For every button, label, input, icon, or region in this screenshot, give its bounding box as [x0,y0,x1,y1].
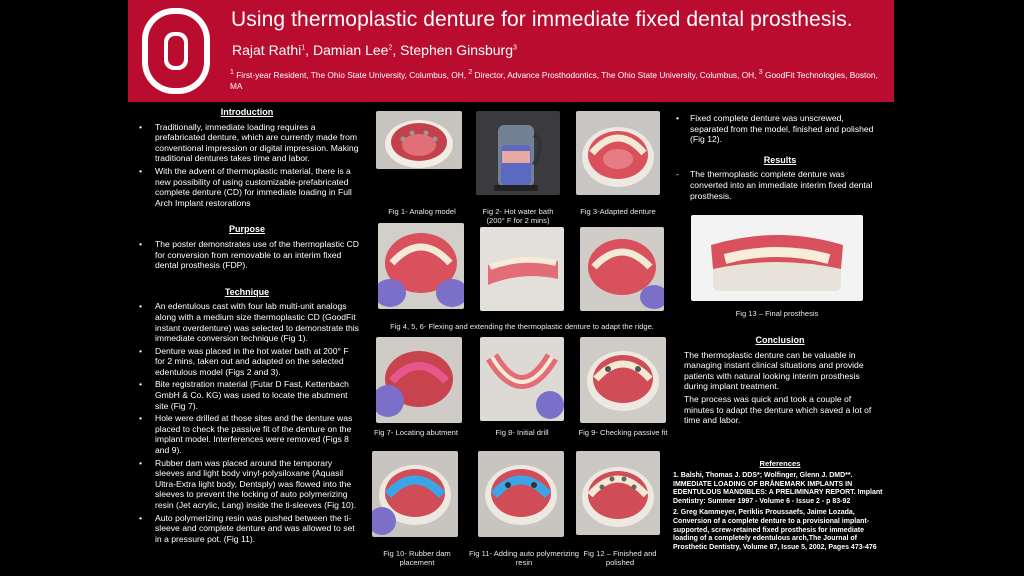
fig7-caption: Fig 7- Locating abutment [373,428,458,437]
bullet-item: • Fixed complete denture was unscrewed, separated from the model, finished and polished (Fig 12). [676,113,874,145]
bullet-item: • Bite registration material (Futar D Fast, Kettenbach GmbH & Co. KG) was used to locate the abutment site (Fig 7). [139,379,349,411]
poster-title: Using thermoplastic denture for immediate fixed dental prosthesis. [231,8,853,31]
fig1-analog-model-photo [376,111,462,169]
fig3-caption: Fig 3-Adapted denture [580,207,656,216]
fig12-finished-photo [576,451,660,535]
ohio-state-logo [142,8,210,94]
fig5-extending-photo [480,227,564,311]
bullet-item: - The thermoplastic complete denture was converted into an immediate interim fixed dental prosthesis. [676,169,873,201]
bullet-item: • Hole were drilled at those sites and the denture was placed to check the passive fit of the denture on the implant model. Interferences were removed (Figs 8 and 9). [139,413,353,456]
fig9-caption: Fig 9- Checking passive fit [578,428,668,437]
fig7-locating-abutment-photo [376,337,462,423]
fig4-flexing-photo [378,223,464,309]
fig6-adapting-photo [580,227,664,311]
section-title-technique: Technique [224,286,270,297]
fig8-caption: Fig 8- Initial drill [495,428,549,437]
fig2-water-bath-photo [476,111,560,195]
author-list: Rajat Rathi$^1$, Damian Lee$^2$, Stephen Ginsburg$^3$ [232,42,517,58]
bullet-item: • Traditionally, immediate loading requires a prefabricated denture, which are currently made from conventional impression or digital impression. Making traditional dentures takes time and labor. [139,121,359,164]
references-section [673,460,887,555]
bullet-item: • Denture was placed in the hot water bath at 200° F for 2 mins, taken out and adapted on the selected edentulous model (Figs 2 and 3). [139,345,349,377]
fig3-adapted-denture-photo [576,111,660,195]
reference-item: 2. Greg Kammeyer, Periklis Proussaefs, Jaime Lozada, Conversion of a complete denture to a provisional implant-supported, screw-retained fixed prosthesis for immediate loading of a completely edentulous arch,The Journal of Prosthetic Dentistry, Volume 87, Issue 5, 2002, Pages 473-476 [673,508,877,552]
fig4-6-caption: Fig 4, 5, 6- Flexing and extending the thermoplastic denture to adapt the ridge. [390,322,654,331]
bullet-item: • Auto polymerizing resin was pushed between the ti-sleeve and complete denture and was allowed to set in a pressure pot. (Fig 11). [139,512,355,544]
section-title-conclusion: Conclusion [755,335,805,345]
fig13-caption: Fig 13 – Final prosthesis [735,309,819,318]
conclusion-paragraph: The thermoplastic denture can be valuable in managing instant clinical situations and provide patients with natural looking interim prosthesis during implant treatment. [684,349,864,392]
bullet-item: • Rubber dam was placed around the temporary sleeves and light body vinyl-polysiloxane (Aquasil Ultra-Extra light body, Dentsply) was flowed into the sleeves to prevent the locking of auto polymerizing resin (Jet acrylic, Lang) inside the ti-sleeves (Fig 10). [139,457,357,510]
conclusion-section [684,335,876,426]
fig11-caption: Fig 11- Adding auto polymerizing resin [468,549,580,568]
fig8-initial-drill-photo [480,337,564,421]
author: Rajat Rathi [232,42,302,58]
header-banner [128,0,894,102]
fig1-caption: Fig 1- Analog model [388,207,456,216]
section-title-results: Results [763,154,797,165]
fig13-final-prosthesis-photo [691,215,863,301]
section-title-introduction: Introduction [220,107,274,117]
right-column [676,113,884,203]
section-title-references: References [759,459,801,468]
fig2-caption: Fig 2- Hot water bath (200° F for 2 mins) [482,207,554,226]
left-column [134,107,360,546]
affiliations: $^1$ First-year Resident, The Ohio State University, Columbus, OH, $^2$ Director, Advance Prosthodontics, The Ohio State University, Columbus, OH, $^3$ GoodFit Technologies, Boston, MA [230,69,878,91]
bullet-item: • The poster demonstrates use of the thermoplastic CD for conversion from removable to an interim fixed dental prosthesis (FDP). [139,238,359,271]
author: Stephen Ginsburg [400,42,513,58]
conclusion-paragraph: The process was quick and took a couple of minutes to adapt the denture which saved a lot of time and labor. [684,393,872,426]
fig10-caption: Fig 10- Rubber dam placement [383,549,451,568]
fig9-passive-fit-photo [580,337,666,423]
fig12-caption: Fig 12 – Finished and polished [583,549,657,568]
bullet-item: • With the advent of thermoplastic material, there is a new possibility of using customizable-prefabricated complete denture (CD) for immediate loading in Full Arch Implant restorations [139,165,352,208]
author: Damian Lee [312,42,389,58]
bullet-item: • An edentulous cast with four lab multi-unit analogs along with a medium size thermoplastic CD (GoodFit instant overdenture) was selected to demonstrate this immediate conversion technique (Fig 1). [139,301,359,344]
fig10-rubber-dam-photo [372,451,458,537]
section-title-purpose: Purpose [228,224,265,235]
fig11-adding-resin-photo [478,451,564,537]
reference-item: 1. Balshi, Thomas J. DDS*; Wolfinger, Glenn J. DMD**. IMMEDIATE LOADING OF BRÅNEMARK IMPLANTS IN EDENTULOUS MANDIBLES: A PRELIMINARY REPORT. Implant Dentistry: Summer 1997 - Volume 6 - Issue 2 - p 83-92 [673,471,883,506]
